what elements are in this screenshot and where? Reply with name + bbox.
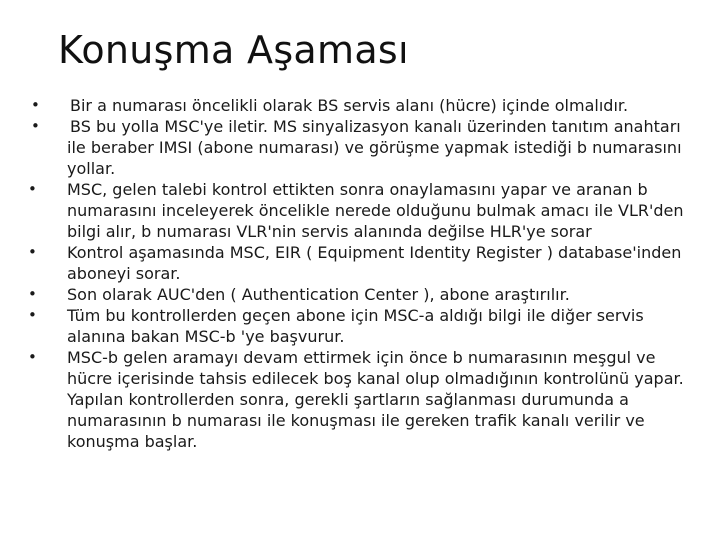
bullet-item: • Bir a numarası öncelikli olarak BS servis alanı (hücre) içinde olmalıdır. bbox=[28, 95, 688, 116]
bullet-item: • Tüm bu kontrollerden geçen abone için MSC-a aldığı bilgi ile diğer servis alanına bakan MSC-b 'ye başvurur. bbox=[28, 305, 688, 347]
bullet-item: • MSC, gelen talebi kontrol ettikten sonra onaylamasını yapar ve aranan b numarasını inceleyerek öncelikle nerede olduğunu bulmak amacı ile VLR'den bilgi alır, b numarası VLR'nin servis alanında değilse HLR'ye sorar bbox=[28, 179, 688, 242]
bullet-item: • MSC-b gelen aramayı devam ettirmek için önce b numarasının meşgul ve hücre içerisinde tahsis edilecek boş kanal olup olmadığının kontrolünü yapar. Yapılan kontrollerden sonra, gerekli şartların sağlanması durumunda a numarasının b numarası ile konuşması ile gereken trafik kanalı verilir ve konuşma başlar. bbox=[28, 347, 688, 452]
bullet-item: • BS bu yolla MSC'ye iletir. MS sinyalizasyon kanalı üzerinden tanıtım anahtarı ile beraber IMSI (abone numarası) ve görüşme yapmak istediği b numarasını yollar. bbox=[28, 116, 688, 179]
bullet-list bbox=[28, 95, 688, 452]
bullet-item: • Kontrol aşamasında MSC, EIR ( Equipment Identity Register ) database'inden aboneyi sorar. bbox=[28, 242, 688, 284]
bullet-item: • Son olarak AUC'den ( Authentication Center ), abone araştırılır. bbox=[28, 284, 688, 305]
slide-title: Konuşma Aşaması bbox=[58, 28, 409, 72]
